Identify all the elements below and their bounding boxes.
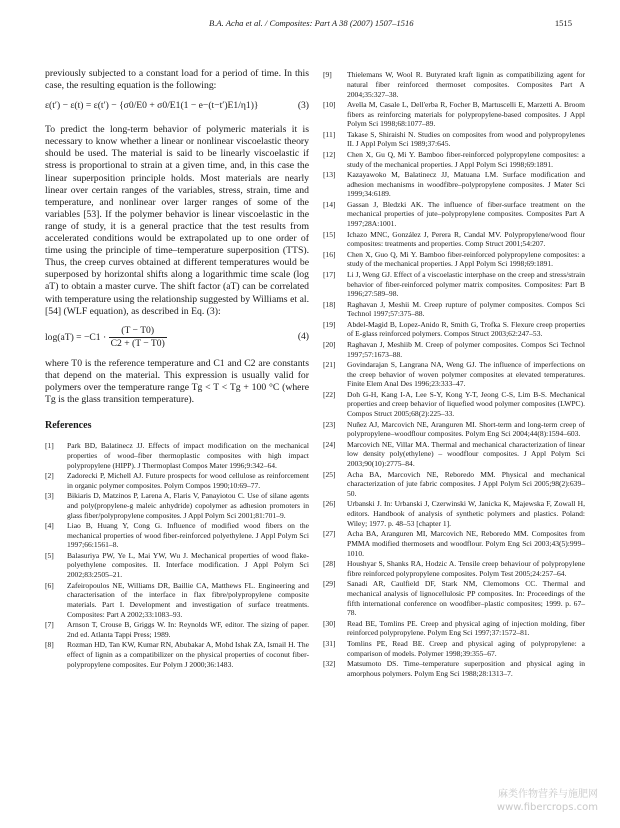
reference-text: Acha BA, Aranguren MI, Marcovich NE, Reboredo MM. Composites from PMMA modified thermosets and woodflour. Polym Eng Sci 2003;43(5):999–1010. <box>347 529 585 558</box>
reference-item <box>323 100 585 129</box>
equation-4 <box>45 322 309 352</box>
reference-item <box>323 579 585 618</box>
reference-item <box>323 300 585 320</box>
paragraph-wlf: where T0 is the reference temperature and C1 and C2 are constants that depend on the material. This expression is usually valid for polymers over the temperature range Tg < T < Tg + 100 °C (where Tg is the glass transition temperature). <box>45 357 309 405</box>
reference-item <box>323 70 585 99</box>
equation-4-fraction <box>109 325 167 350</box>
reference-number: [27] <box>323 529 336 539</box>
reference-text: Nuñez AJ, Marcovich NE, Aranguren MI. Short-term and long-term creep of polypropylene–woodflour composites. Polym Eng Sci 2004;44(8):1594–603. <box>347 419 585 439</box>
reference-text: Zadorecki P, Michell AJ. Future prospects for wood cellulose as reinforcement in organic polymer composites. Polym Compos 1990;10:69–77. <box>67 470 309 490</box>
reference-item <box>45 640 309 669</box>
reference-text: Chen X, Guo Q, Mi Y. Bamboo fiber-reinforced polypropylene composites: a study of the mechanical properties. J Appl Polym Sci 1998;69:1891. <box>347 249 585 269</box>
reference-text: Bikiaris D, Matzinos P, Larena A, Flaris V, Panayiotou C. Use of silane agents and poly(propylene-g maleic anhydride) copolymer as adhesion promoters in glass fiber/polypropylene composites. J Appl Polym Sci 2001;81:701–9. <box>67 491 309 520</box>
reference-number: [25] <box>323 469 336 479</box>
paragraph-viscoelastic: To predict the long-term behavior of polymeric materials it is necessary to know whether a linear or nonlinear viscoelastic theory should be used. The material is said to be linearly viscoelastic if stress is proportional to strain at a given time, and, in this case the linear superposition principle holds. Most materials are nearly linear over certain ranges of the variables, stress, strain, time and temperature, and nonlinear over larger ranges of some of the variables [53]. If the polymer behavior is linear viscoelastic in the range of study, it is a general practice that the test results from accelerated conditions would be extrapolated up to one order of time using the principle of time–temperature superposition (TTS). Thus, the creep curves obtained at different temperatures would be superposed by horizontal shifts along a logarithmic time scale (log aT) to obtain a master curve. The shift factor (aT) can be correlated with temperature using the relationship suggested by Williams et al. [54] (WLF equation), as described in Eq. (3): <box>45 124 309 317</box>
watermark-line-2: www.fibercrops.com <box>496 802 598 813</box>
equation-4-number: (4) <box>297 330 309 342</box>
reference-item <box>323 440 585 469</box>
equation-3 <box>45 96 309 118</box>
reference-item <box>323 320 585 340</box>
reference-number: [6] <box>45 580 54 590</box>
reference-text: Urbanski J. In: Urbanski J, Czerwinski W, Janicka K, Majewska F, Zowall H, editors. Handbook of analysis of synthetic polymers and plastics. Poland: Wiley; 1977. p. 48–53 [chapter 1]. <box>347 499 585 528</box>
reference-item <box>323 559 585 579</box>
reference-text: Arnson T, Crouse B, Griggs W. In: Reynolds WF, editor. The sizing of paper. 2nd ed. Atlanta Tappi Press; 1989. <box>67 620 309 639</box>
reference-number: [24] <box>323 439 336 449</box>
equation-3-expression: ε(t′) − ε(t) = ε(t′) − {σ0/E0 + σ0/E1(1 − e−(t−t′)E1/η1)} <box>45 100 259 112</box>
journal-reference: B.A. Acha et al. / Composites: Part A 38 (2007) 1507–1516 <box>209 18 414 28</box>
reference-item <box>323 250 585 270</box>
reference-text: Zafeiropoulos NE, Williams DR, Baillie CA, Matthews FL. Engineering and characterisation of the interface in flax fibre/polypropylene composite materials. Part I. Development and investigation of surface treatments. Composites: Part A 2002;33:1083–93. <box>67 580 309 619</box>
watermark <box>497 788 598 814</box>
reference-text: Raghavan J, Meshii M. Creep rupture of polymer composites. Compos Sci Technol 1997;57:375–88. <box>347 299 585 319</box>
page-number: 1515 <box>554 18 572 28</box>
reference-item <box>323 360 585 389</box>
reference-item <box>45 521 309 550</box>
reference-item <box>323 390 585 419</box>
reference-number: [1] <box>45 441 54 451</box>
reference-number: [5] <box>45 550 54 560</box>
reference-number: [17] <box>323 269 336 279</box>
equation-4-denominator: C2 + (T − T0) <box>110 337 165 349</box>
reference-text: Balasuriya PW, Ye L, Mai YW, Wu J. Mechanical properties of wood flake-polyethylene composites. II. Interface modification. J Appl Polym Sci 2002;83:2505–21. <box>67 550 309 580</box>
reference-text: Liao B, Huang Y, Cong G. Influence of modified wood fibers on the mechanical properties of wood fiber-reinforced polyethylene. J Appl Polym Sci 1997;66:1561–8. <box>67 520 309 550</box>
reference-item <box>45 581 309 620</box>
reference-item <box>45 471 309 491</box>
reference-item <box>323 499 585 528</box>
equation-3-number: (3) <box>297 100 309 112</box>
reference-text: Houshyar S, Shanks RA, Hodzic A. Tensile creep behaviour of polypropylene fibre reinforced polypropylene composites. Polym Test 2005;24:257–64. <box>347 559 585 578</box>
reference-number: [15] <box>323 229 336 239</box>
watermark-line-1: 麻类作物营养与施肥网 <box>498 789 598 800</box>
reference-item <box>45 491 309 520</box>
reference-text: Read BE, Tomlins PE. Creep and physical aging of injection molding, fiber reinforced polypropylene. Polym Eng Sci 1997;37:1572–81. <box>347 618 585 638</box>
reference-text: Tomlins PE, Read BE. Creep and physical aging of polypropylene: a comparison of models. Polymer 1998;39:355–67. <box>347 638 585 658</box>
reference-number: [12] <box>323 149 336 159</box>
reference-text: Govindarajan S, Langrana NA, Weng GJ. The influence of imperfections on the creep behavior of woven polymer composites at elevated temperatures. Finite Elem Anal Des 1996;23:333–47. <box>347 359 585 389</box>
reference-text: Doh G-H, Kang I-A, Lee S-Y, Kong Y-T, Jeong C-S, Lim B-S. Mechanical properties and creep behavior of liquefied wood polymer composites (LWPC). Compos Struct 2005;68(2):225–33. <box>347 389 585 419</box>
reference-number: [28] <box>323 559 336 569</box>
reference-item <box>323 200 585 229</box>
reference-text: Chen X, Gu Q, Mi Y. Bamboo fiber-reinforced polypropylene composites: a study of the mechanical properties. J Appl Polym Sci 1998;69:1891. <box>347 149 585 169</box>
reference-number: [8] <box>45 640 54 650</box>
reference-number: [23] <box>323 419 336 429</box>
reference-list-left <box>45 441 309 669</box>
reference-number: [4] <box>45 520 54 530</box>
reference-text: Marcovich NE, Villar MA. Thermal and mechanical characterization of linear low density poly(ethylene) – woodflour composites. J Appl Polym Sci 2003;90(10):2775–84. <box>347 439 585 469</box>
reference-number: [7] <box>45 620 54 630</box>
reference-number: [19] <box>323 319 336 329</box>
reference-number: [13] <box>323 169 336 179</box>
reference-number: [9] <box>323 70 332 79</box>
reference-item <box>45 551 309 580</box>
reference-number: [18] <box>323 299 336 309</box>
reference-item <box>323 420 585 440</box>
reference-number: [31] <box>323 638 336 648</box>
reference-item <box>45 620 309 640</box>
equation-4-lhs: log(aT) = −C1 · <box>45 331 107 343</box>
reference-item <box>323 639 585 659</box>
reference-text: Sanadi AR, Caulfield DF, Stark NM, Clemomons CC. Thermal and mechanical analysis of lignocellulosic PP composites. In: Proceedings of the fifth international conference on woodfiber–plastic composites; 1999. p. 67–78. <box>347 579 585 618</box>
reference-text: Kazayawoko M, Balatinecz JJ, Matuana LM. Surface modification and adhesion mechanisms in woodfibre–polypropylene composites. J Mater Sci 1999;34:6189. <box>347 169 585 199</box>
reference-text: Rozman HD, Tan KW, Kumar RN, Abubakar A, Mohd Ishak ZA, Ismail H. The effect of lignin as a compatibilizer on the physical properties of coconut fiber-polypropylene composites. Eur Polym J 2000;36:1483. <box>67 640 309 669</box>
reference-item <box>45 441 309 470</box>
reference-number: [21] <box>323 359 336 369</box>
reference-item <box>323 619 585 639</box>
reference-text: Avella M, Casale L, Dell'erba R, Focher B, Martuscelli E, Marzetti A. Broom fibers as reinforcing materials for polypropylene-based composites. J Appl Polym Sci 1998;68:1077–89. <box>347 99 585 129</box>
reference-text: Raghavan J, Meshiib M. Creep of polymer composites. Compos Sci Technol 1997;57:1673–88. <box>347 339 585 359</box>
reference-item <box>323 270 585 299</box>
reference-text: Abdel-Magid B, Lopez-Anido R, Smith G, Trofka S. Flexure creep properties of E-glass reinforced polymers. Compos Struct 2003;62:247–53. <box>347 319 585 339</box>
reference-text: Gassan J, Bledzki AK. The influence of fiber-surface treatment on the mechanical properties of jute–polypropylene composites. Composites Part A 1997;28A:1001. <box>347 199 585 229</box>
references-heading: References <box>45 420 92 432</box>
reference-text: Thielemans W, Wool R. Butyrated kraft lignin as compatibilizing agent for natural fiber reinforced thermoset composites. Composites Part A 2004;35:327–38. <box>347 70 585 99</box>
reference-number: [22] <box>323 389 336 399</box>
reference-item <box>323 659 585 679</box>
reference-text: Li J, Weng GJ. Effect of a viscoelastic interphase on the creep and stress/strain behavior of fiber-reinforced polymer matrix composites. Composites: Part B 1996;27:589–98. <box>347 269 585 299</box>
reference-item <box>323 470 585 499</box>
reference-text: Matsumoto DS. Time–temperature superposition and physical aging in amorphous polymers. Polym Eng Sci 1988;28:1313–7. <box>347 658 585 678</box>
equation-4-numerator: (T − T0) <box>109 325 167 338</box>
running-header <box>0 18 620 32</box>
reference-text: Acha BA, Marcovich NE, Reboredo MM. Physical and mechanical characterization of jute fabric composites. J Appl Polym Sci 2005;98(2):639–50. <box>347 469 585 498</box>
reference-item <box>323 150 585 170</box>
reference-item <box>323 230 585 250</box>
reference-number: [10] <box>323 99 336 109</box>
reference-text: Park BD, Balatinecz JJ. Effects of impact modification on the mechanical properties of wood–fiber thermoplastic composites with high impact polypropylene (HIPP). J Thermoplast Compos Mater 1996;9:342–64. <box>67 441 309 470</box>
reference-number: [30] <box>323 618 336 628</box>
paragraph-intro: previously subjected to a constant load for a period of time. In this case, the resulting equation is the following: <box>45 68 309 92</box>
reference-number: [11] <box>323 129 336 139</box>
reference-number: [32] <box>323 658 336 668</box>
reference-number: [20] <box>323 339 336 349</box>
reference-number: [2] <box>45 470 54 480</box>
reference-number: [16] <box>323 249 336 259</box>
reference-text: Ichazo MNC, González J, Perera R, Candal MV. Polypropylene/wood flour composites: treatments and properties. Comp Struct 2001;54:207. <box>347 229 585 249</box>
reference-item <box>323 170 585 199</box>
right-column <box>323 70 585 679</box>
reference-list-right <box>323 70 585 678</box>
reference-item <box>323 130 585 150</box>
reference-text: Takase S, Shiraishi N. Studies on composites from wood and polypropylenes II. J Appl Polym Sci 1989;37:645. <box>347 129 585 149</box>
reference-number: [26] <box>323 499 336 509</box>
reference-number: [29] <box>323 579 336 589</box>
reference-number: [3] <box>45 491 54 500</box>
reference-number: [14] <box>323 199 336 209</box>
left-column <box>45 68 309 670</box>
reference-item <box>323 340 585 360</box>
reference-item <box>323 529 585 558</box>
